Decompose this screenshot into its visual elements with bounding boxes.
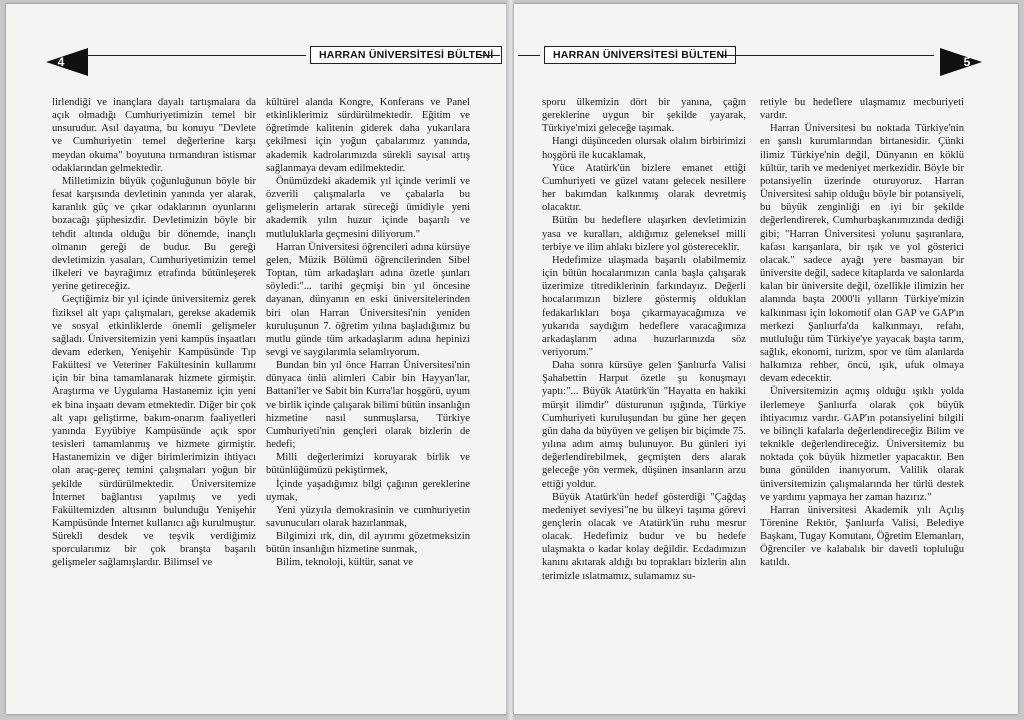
paragraph: sporu ülkemizin dört bir yanına, çağın gereklerine uygun bir şekilde yayarak, Türkiye'mizi geleceğe taşımak.: [542, 97, 746, 135]
paragraph: İçinde yaşadığımız bilgi çağının gereklerine uymak,: [266, 478, 470, 503]
arrow-right-icon: [938, 46, 984, 78]
paragraph: Hedefimize ulaşmada başarılı olabilmemiz için bütün hocalarımızın canla başla çalışarak üzerimize titrediklerinin farkındayız. Değerli hocalarımızın bizlere göstermiş olduklan fedakarlıkları boşa çıkarmayacağımıza ve yukarıda saydığım hedeflere varacağımıza arkadaşlarım adına huzurlarınızda söz veriyorum.": [542, 254, 746, 358]
right-page: [514, 4, 1018, 714]
paragraph: Harran üniversitesi Akademik yılı Açılış Törenine Rektör, Şanlıurfa Valisi, Belediye Başkanı, Tugay Komutanı, Öğretim Elemanları, Öğrenciler ve kalabalık bir davetli topluluğu katıldı.: [760, 504, 964, 569]
header-title-right: HARRAN ÜNİVERSİTESİ BÜLTENİ: [544, 46, 736, 64]
paragraph: Üniversitemizin açmış olduğu ışıklı yolda ilerlemeye Şanlıurfa olarak çok büyük ihtiyacımız vardır. GAP'ın potansiyelini bilgili ve bilinçli kafalarla değerlendireceğiz Bilim ve teknikle değerlendireceğiz. Üniversitemiz bu noktada çok büyük hizmetler yapacaktır. Ben buna gönülden inanıyorum. Valilik olarak üniversitemizin çalışmalarında her türlü destek ve yardımı yapmaya her zaman hazırız.": [760, 386, 964, 503]
paragraph: Hangi düşünceden olursak olalım birbirimizi hoşgörü ile kucaklamak,: [542, 136, 746, 161]
header-rule: [518, 55, 540, 56]
paragraph: Harran Üniversitesi öğrencileri adına kürsüye gelen, Müzik Bölümü öğrencilerinden Sibel Toptan, tüm arkadaşları adına özetle şunları söyledi:"... tarihi geçmişi bin yıl öncesine dayanan, dünyanın en eski üniversitelerinden biri olan Harran Üniversitesi'nin yeniden kuruluşunun 7. öğretim yılına başladığımız bu mutlu günde tüm arkadaşlarım adına hepinizi sevgi ve saygılarımla selamlıyorum.: [266, 241, 470, 358]
paragraph: Milletimizin büyük çoğunluğunun böyle bir fesat karşısında devletinin yanında yer alarak, karanlık güç ve çıkar odaklarının oyunlarını bozacağı şüphesizdir. Devletimizin böyle bir tehdit altında olduğu bir dönemde, inançlı olmanın gereği de budur. Bu gereği devletimizin yasaları, Cumhuriyetimizin temel ilkeleri ve bayrağımız etrafında bütünleşerek yerine getireceğiz.: [52, 175, 256, 293]
paragraph: Bilim, teknoloji, kültür, sanat ve: [276, 557, 413, 569]
paragraph: retiyle bu hedeflere ulaşmamız mecburiyeti vardır.: [760, 97, 964, 122]
paragraph: Yüce Atatürk'ün bizlere emanet ettiği Cumhuriyeti ve güzel vatanı gelecek nesillere her bakımdan kalkınmış olarak devretmiş olacaktır.: [542, 162, 746, 214]
header-rule: [720, 55, 934, 56]
right-column-1: [542, 96, 746, 696]
left-column-1: [52, 96, 256, 696]
page-number-left: 4: [57, 55, 65, 69]
right-column-2: [760, 96, 964, 696]
paragraph: Bütün bu hedeflere ulaşırken devletimizin yasa ve kuralları, aldığımız geleneksel milli terbiye ve ilim ahlakı bizlere yol göstereceklir.: [542, 215, 746, 253]
header-rule: [86, 55, 306, 56]
left-column-2: [266, 96, 470, 696]
paragraph: Büyük Atatürk'ün hedef gösterdiği "Çağdaş medeniyet seviyesi"ne bu ülkeyi taşıma görevi gençlerin olacak ve Atatürk'ün ruhu mesrur olacak. Hedefimiz budur ve bu hedefe ulaşmakta o kadar kolay değildir. Ecdadımızın kanını akıtarak aldığı bu toprakları bizlerin alın terimizle ıslatmamız, sulamamız su-: [542, 491, 746, 582]
paragraph: Bilgimizi ırk, din, dil ayırımı gözetmeksizin bütün insanlığın hizmetine sunmak,: [266, 531, 470, 556]
page-number-badge-left: [44, 46, 90, 78]
paragraph: Harran Üniversitesi bu noktada Türkiye'nin en şanslı kurumlarından birtanesidir. Çünki ilimiz Türkiye'nin değil, Dünyanın en köklü kültür, tarih ve medeniyet merkezidir. Böyle bir potansiyelin üzerinde oturuyoruz. Harran Üniversitesi sahip olduğu böyle bir potansiyeli, bu büyük zenginliği en iyi bir şekilde değerlendirerek, Cumhurbaşkanımızında dediği gibi; "Harran Üniversitesi yolunu şaşıranlara, kafası karışanlara, bir ışık ve yol gösterici olacak." sadece ayağı yere basmayan bir üniversite değil, sadece kitaplarda ve salonlarda kalan bir üniversite değil, özellikle ilimizin her alanında başta 2000'li yılların Türkiye'mizin kalkınması için lokomotif olan GAP ve GAP'ın merkezi Şanlıurfa'da kalkınmayı, refahı, mutluluğu tüm Türkiye'ye yayacak başta tarım, sağlık, ekonomi, turizm, spor ve tüm alanlarda halkımıza rehber, öncü, ışık, ufuk olmaya devam edecektir.: [760, 123, 964, 385]
page-number-badge-right: [938, 46, 984, 78]
paragraph: Önümüzdeki akademik yıl içinde verimli ve özverili çalışmalarla ve çabalarla bu gelişmelerin artarak süreceği ümidiyle yeni akademik yılın huzur içinde başarılı ve mutluluklarla geçmesini diliyorum.": [266, 175, 470, 240]
paragraph: Yeni yüzyıla demokrasinin ve cumhuriyetin savunucuları olarak hazırlanmak,: [266, 504, 470, 529]
paragraph: kültürel alanda Kongre, Konferans ve Panel etkinliklerimiz sürdürülmektedir. Eğitim ve öğretimde kalitenin giderek daha yukarılara çekilmesi için yoğun çabalarımız yanında, akademik kadrolarımızda sürekli sayısal artış sağlanmaya devam edilmektedir.: [266, 97, 470, 174]
paragraph: lirlendiği ve inançlara dayalı tartışmalara da açık olmadığı Cumhuriyetimizin temel bir unsurudur. Asıl dayatma, bu konuyu "Devlete ve Cumhuriyetin temel değerlerine karşı meydan okuma" boyutuna tırmandıran istismar odaklarından gelmektedir.: [52, 97, 256, 174]
paragraph: Geçtiğimiz bir yıl içinde üniversitemiz gerek fiziksel alt yapı çalışmaları, gerekse akademik ve sosyal etkinliklerde önemli gelişmeler sağladı. Üniversitemizin yeni kampüs inşaatları devam ederken, Yenişehir Kampüsünde Tıp Fakültesi ve Veteriner Fakültesinin kullanımı için bir bina tamamlanarak hizmete girmiştir. Araştırma ve Uygulama Hastanemiz için yeni ek bina inşaatı devam etmektedir. Diğer bir çok alt yapı geliştirme, bakım-onarım faaliyetleri yanında Eyyübiye Kampüsünde açık spor tesisleri tamamlanmış ve hizmete girmiştir. Hastanemizin ve diğer birimlerimizin ihtiyacı olan araç-gereç temini çalışmaları yoğun bir şekilde sürdürülmektedir. Üniversitemize İnternet bağlantısı yapılmış ve yedi Fakültemizden altısının bulunduğu Yenişehir Kampüsünde İnternet kullanıcı ağı kurulmuştur. Sürekli desdek ve teşvik verdiğimiz sporcularımız bir çok branşta başarılı gelişmeler sağlamışlardır. Bilimsel ve: [52, 294, 256, 569]
paragraph: Milli değerlerimizi koruyarak birlik ve bütünlüğümüzü pekiştirmek,: [266, 452, 470, 477]
header-title-left: HARRAN ÜNİVERSİTESİ BÜLTENİ: [310, 46, 502, 64]
header-rule: [480, 55, 500, 56]
paragraph: Bundan bin yıl önce Harran Üniversitesi'nin dünyaca ünlü alimleri Cabir bin Hayyan'lar, Battani'ler ve Sabit bin Kurra'lar hoşgörü, uyum ve birlik içinde çalışarak bilimi bütün insanlığın hizmetine nasıl sunmuşlarsa, Türkiye Cumhuriyeti'nin gençleri olarak bizlerin de hedefi;: [266, 360, 470, 451]
page-number-right: 5: [963, 55, 971, 69]
paragraph: Daha sonra kürsüye gelen Şanlıurfa Valisi Şahabettin Harput özetle şu konuşmayı yaptı:"... Büyük Atatürk'ün "Hayatta en hakiki mürşit ilimdir" düsturunun ışığında, Türkiye Cumhuriyeti kuruluşundan bu güne her geçen gün daha da büyüyen ve gelişen bir biçimde 75. yılına adım atmış bulunuyor. Bu günleri iyi değerlendirebilmek, geçmişten ders alarak geleceğe yön vermek, düşünen insanların arzu ettiği yoldur.: [542, 360, 746, 490]
arrow-left-icon: [44, 46, 90, 78]
left-page: [6, 4, 508, 714]
